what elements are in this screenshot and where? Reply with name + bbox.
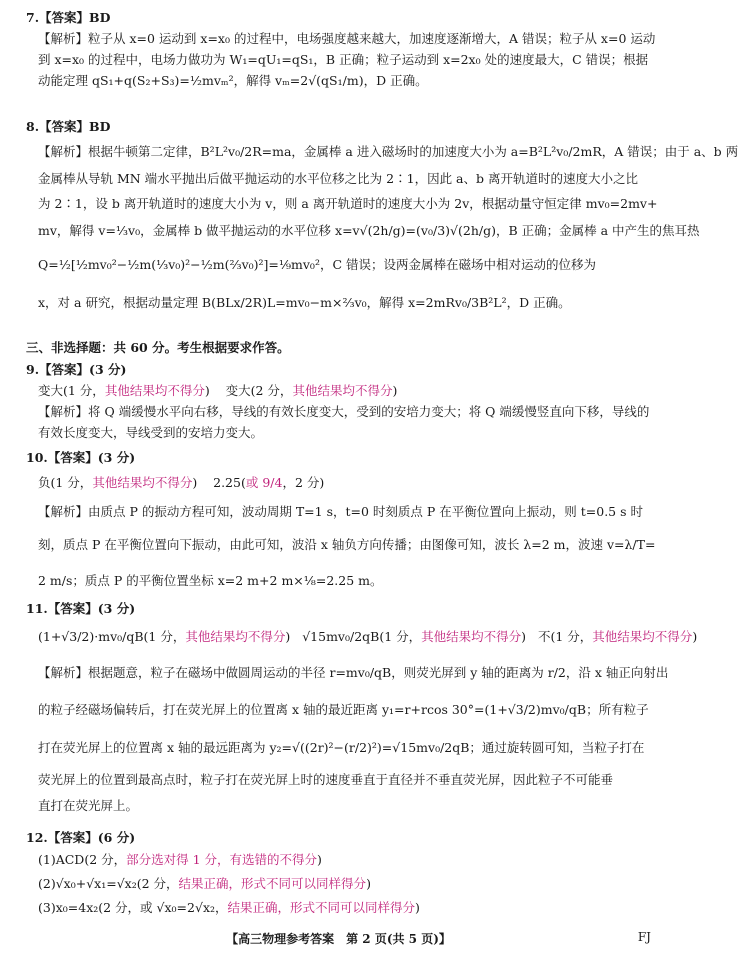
explanation-line: 【解析】将 Q 端缓慢水平向右移，导线的有效长度变大，受到的安培力变大；将 Q 端缓慢竖直向下移，导线的 <box>38 404 650 419</box>
question-7 <box>26 7 656 91</box>
answer-values: 变大(1 分，其他结果均不得分) 变大(2 分，其他结果均不得分) <box>38 383 398 398</box>
scoring-note: 其他结果均不得分 <box>92 475 193 490</box>
question-8 <box>26 116 738 322</box>
answer-part-2: (2)√x₀+√x₁=√x₂(2 分，结果正确，形式不同可以同样得分) <box>38 876 371 891</box>
page-footer <box>26 930 651 948</box>
footer-title: 【高三物理参考答案 第 2 页(共 5 页)】 <box>226 932 451 946</box>
explanation-line: 有效长度变大，导线受到的安培力变大。 <box>38 425 264 440</box>
answer-heading: 11.【答案】(3 分) <box>26 601 136 616</box>
explanation-line: 荧光屏上的位置到最高点时，粒子打在荧光屏上时的速度垂直于直径并不垂直荧光屏，因此粒子不可能垂 <box>38 772 614 787</box>
section-heading: 三、非选择题：共 60 分。考生根据要求作答。 <box>26 340 290 355</box>
answer-heading: 10.【答案】(3 分) <box>26 450 136 465</box>
answer-values: 负(1 分，其他结果均不得分) 2.25(或 9/4，2 分) <box>38 475 325 490</box>
answer-heading: 12.【答案】(6 分) <box>26 830 136 845</box>
question-12 <box>26 827 651 920</box>
answer-heading: 9.【答案】(3 分) <box>26 362 127 377</box>
explanation-line: 金属棒从导轨 MN 端水平抛出后做平抛运动的水平位移之比为 2∶1，因此 a、b 离开轨道时的速度大小之比 <box>38 171 638 186</box>
explanation-line: 【解析】根据牛顿第二定律，B²L²v₀/2R=ma，金属棒 a 进入磁场时的加速度大小为 a=B²L²v₀/2mR，A 错误；由于 a、b 两 <box>38 144 738 159</box>
footer-code: FJ <box>637 930 651 944</box>
scoring-note: 其他结果均不得分 <box>185 629 286 644</box>
scoring-note: 或 9/4 <box>245 475 283 490</box>
scoring-note: 其他结果均不得分 <box>592 629 693 644</box>
question-9 <box>26 359 651 443</box>
explanation-line: 【解析】粒子从 x=0 运动到 x=x₀ 的过程中，电场强度越来越大，加速度逐渐增大，A 错误；粒子从 x=0 运动 <box>38 31 656 46</box>
explanation-line: 为 2∶1，设 b 离开轨道时的速度大小为 v，则 a 离开轨道时的速度大小为 2v，根据动量守恒定律 mv₀=2mv+ <box>38 196 658 211</box>
answer-part-1: (1)ACD(2 分，部分选对得 1 分，有选错的不得分) <box>38 852 322 867</box>
explanation-line: 到 x=x₀ 的过程中，电场力做功为 W₁=qU₁=qS₁，B 正确；粒子运动到 x=2x₀ 处的速度最大，C 错误；根据 <box>38 52 649 67</box>
answer-part-3: (3)x₀=4x₂(2 分，或 √x₀=2√x₂，结果正确，形式不同可以同样得分) <box>38 900 420 915</box>
explanation-line: x，对 a 研究，根据动量定理 B(BLx/2R)L=mv₀−m×⅔v₀，解得 x=2mRv₀/3B²L²，D 正确。 <box>38 295 571 310</box>
scoring-note: 部分选对得 1 分，有选错的不得分 <box>126 852 318 867</box>
explanation-line: 打在荧光屏上的位置离 x 轴的最远距离为 y₂=√((2r)²−(r/2)²)=√15mv₀/2qB；通过旋转圆可知，当粒子打在 <box>38 740 645 755</box>
explanation-line: 2 m/s；质点 P 的平衡位置坐标 x=2 m+2 m×⅛=2.25 m。 <box>38 573 383 588</box>
explanation-line: 的粒子经磁场偏转后，打在荧光屏上的位置离 x 轴的最近距离 y₁=r+rcos 30°=(1+√3/2)mv₀/qB；所有粒子 <box>38 702 649 717</box>
explanation-line: 动能定理 qS₁+q(S₂+S₃)=½mvₘ²，解得 vₘ=2√(qS₁/m)，D 正确。 <box>38 73 428 88</box>
answer-heading: 8.【答案】BD <box>26 119 111 134</box>
scoring-note: 其他结果均不得分 <box>104 383 205 398</box>
explanation-line: Q=½[½mv₀²−½m(⅓v₀)²−½m(⅔v₀)²]=⅑mv₀²，C 错误；设两金属棒在磁场中相对运动的位移为 <box>38 257 596 272</box>
explanation-line: 【解析】由质点 P 的振动方程可知，波动周期 T=1 s，t=0 时刻质点 P 在平衡位置向上振动，则 t=0.5 s 时 <box>38 504 643 519</box>
answer-values: (1+√3/2)·mv₀/qB(1 分，其他结果均不得分) √15mv₀/2qB(1 分，其他结果均不得分) 不(1 分，其他结果均不得分) <box>38 629 698 644</box>
scoring-note: 其他结果均不得分 <box>421 629 522 644</box>
scoring-note: 结果正确，形式不同可以同样得分 <box>227 900 416 915</box>
explanation-line: 【解析】根据题意，粒子在磁场中做圆周运动的半径 r=mv₀/qB，则荧光屏到 y 轴的距离为 r/2，沿 x 轴正向射出 <box>38 665 669 680</box>
answer-heading: 7.【答案】BD <box>26 10 111 25</box>
scoring-note: 其他结果均不得分 <box>292 383 393 398</box>
explanation-line: mv，解得 v=⅓v₀，金属棒 b 做平抛运动的水平位移 x=v√(2h/g)=(v₀/3)√(2h/g)，B 正确；金属棒 a 中产生的焦耳热 <box>38 223 700 238</box>
explanation-line: 直打在荧光屏上。 <box>38 798 139 813</box>
explanation-line: 刻，质点 P 在平衡位置向下振动，由此可知，波沿 x 轴负方向传播；由图像可知，波长 λ=2 m，波速 v=λ/T= <box>38 537 656 552</box>
question-10 <box>26 447 656 598</box>
question-11 <box>26 598 698 819</box>
scoring-note: 结果正确，形式不同可以同样得分 <box>178 876 367 891</box>
